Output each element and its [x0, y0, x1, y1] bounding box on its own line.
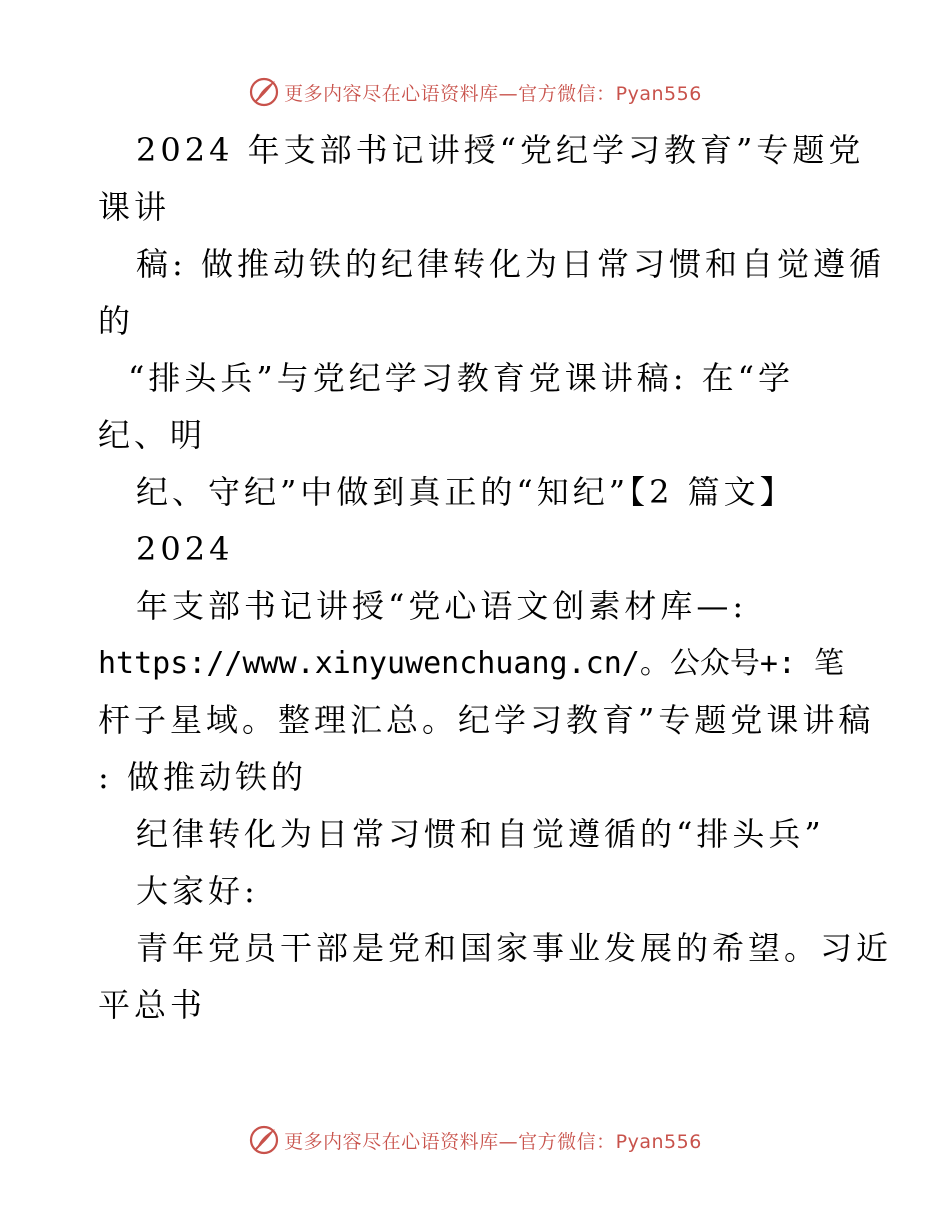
text-line: 纪律转化为日常习惯和自觉遵循的“排头兵” [136, 815, 825, 853]
banner-text: 更多内容尽在心语资料库—官方微信：Pyan556 [284, 82, 702, 105]
text-line: 课讲 [98, 188, 171, 226]
wechat-id: Pyan556 [615, 82, 702, 105]
text-line: 的 [98, 302, 135, 340]
footer-banner [0, 1120, 950, 1160]
text-line: “排头兵”与党纪学习教育党课讲稿: 在“学 [128, 359, 795, 397]
text-line: 平总书 [98, 986, 207, 1024]
text-line: 纪、明 [98, 416, 207, 454]
text-line: 2024 [136, 530, 234, 568]
text-line: 年支部书记讲授“党心语文创素材库—: [136, 587, 748, 625]
header-banner [0, 72, 950, 112]
feather-pen-logo-icon [248, 76, 280, 108]
text-line: 纪、守纪”中做到真正的“知纪”【2 篇文】 [136, 473, 796, 511]
text-line: 稿: 做推动铁的纪律转化为日常习惯和自觉遵循 [136, 245, 885, 283]
text-line: 2024 年支部书记讲授“党纪学习教育”专题党 [136, 131, 865, 169]
text-line: 青年党员干部是党和国家事业发展的希望。习近 [136, 929, 893, 967]
wechat-id: Pyan556 [615, 1130, 702, 1153]
document-body [98, 122, 893, 1034]
text-line: 杆子星域。整理汇总。纪学习教育”专题党课讲稿 [98, 701, 875, 739]
feather-pen-logo-icon [248, 1124, 280, 1156]
source-url-line: https://www.xinyuwenchuang.cn/。公众号+: 笔 [98, 646, 845, 681]
greeting-line: 大家好: [136, 872, 259, 910]
banner-text: 更多内容尽在心语资料库—官方微信：Pyan556 [284, 1130, 702, 1153]
text-line: : 做推动铁的 [98, 758, 307, 796]
